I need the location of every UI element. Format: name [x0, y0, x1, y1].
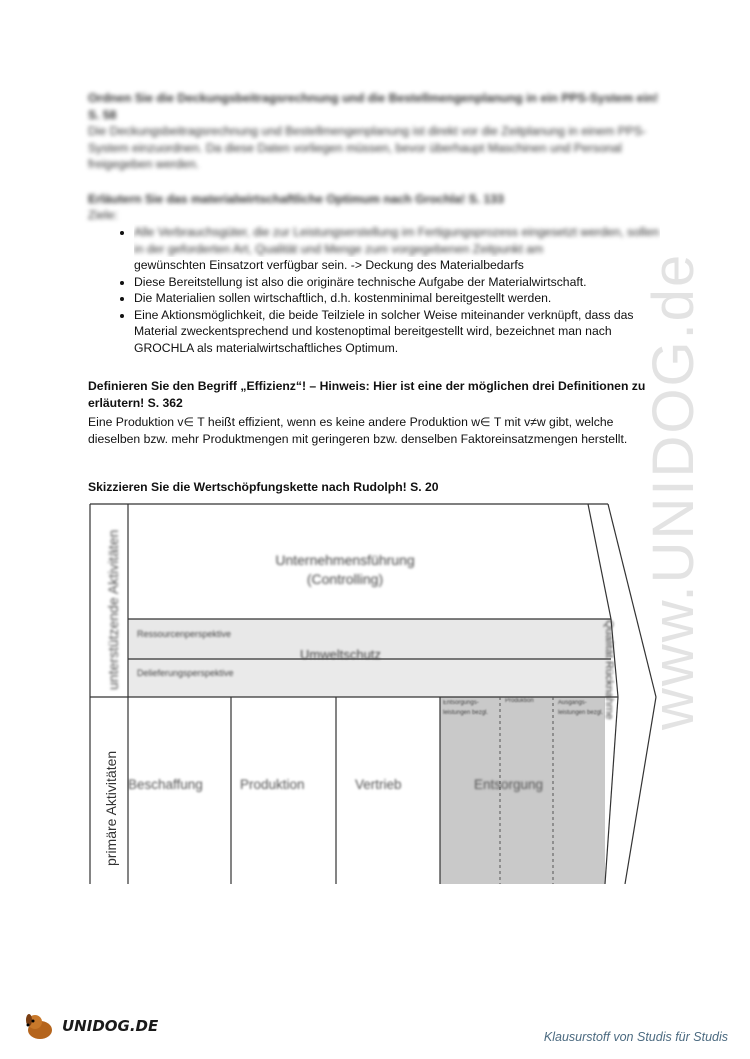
q1-title: Ordnen Sie die Deckungsbeitragsrechnung und die Bestellmengenplanung in ein PPS-System ein! S. 58	[88, 91, 659, 122]
q2-label: Ziele:	[88, 208, 118, 222]
delivery-band	[128, 659, 611, 697]
q3-title: Definieren Sie den Begriff „Effizienz“! – Hinweis: Hier ist eine der möglichen drei Definitionen zu erläutern! S. 362	[88, 379, 646, 410]
primary-activities-label: primäre Aktivitäten	[103, 750, 119, 866]
delivery-label: Delieferungsperspektive	[137, 668, 234, 678]
primary-vertrieb: Vertrieb	[355, 777, 402, 792]
support-activities-label: unterstützende Aktivitäten	[105, 529, 121, 690]
primary-produktion: Produktion	[240, 777, 305, 792]
dog-icon	[22, 1010, 58, 1042]
q1-answer: Die Deckungsbeitragsrechnung und Bestellmengenplanung ist direkt vor die Zeitplanung in einem PPS-System einzuordnen. Da diese Daten vorliegen müssen, bevor überhaupt Maschinen und Personal freigegeben werden.	[88, 124, 647, 171]
resources-label: Ressourcenperspektive	[137, 629, 232, 639]
logo-text: UNIDOG.DE	[62, 1017, 159, 1035]
q4-title: Skizzieren Sie die Wertschöpfungskette nach Rudolph! S. 20	[88, 480, 439, 494]
footer-logo[interactable]	[22, 1010, 158, 1042]
q2-bullet-3: • Die Materialien sollen wirtschaftlich, d.h. kostenminimal bereitgestellt werden.	[134, 290, 660, 307]
q2-bullet-1-visible: gewünschten Einsatzort verfügbar sein. -> Deckung des Materialbedarfs	[134, 258, 524, 272]
disposal-sub-1: Entsorgungs-leistungen bezgl.	[443, 700, 489, 716]
environment-label: Umweltschutz	[300, 647, 381, 662]
primary-entsorgung: Entsorgung	[474, 777, 544, 792]
q2-bullet-4: • Eine Aktionsmöglichkeit, die beide Teilziele in solcher Weise miteinander verknüpft, dass das Material zweckentsprechend und kostenoptimal bereitgestellt wird, bezeichnet man nach GROCHLA als materialwirtschaftliches Optimum.	[134, 307, 660, 357]
q2-bullets	[88, 224, 660, 356]
management-label: Unternehmensführung	[275, 552, 415, 568]
watermark: www.UNIDOG.de	[641, 252, 706, 730]
q3-answer: Eine Produktion v∈ T heißt effizient, wenn es keine andere Produktion w∈ T mit v≠w gibt, welche dieselben bzw. mehr Produktmengen mit geringeren bzw. denselben Faktoreinsatzmengen herstellt.	[88, 415, 628, 446]
q2-bullet-1	[134, 224, 660, 274]
management-sub-label: (Controlling)	[306, 571, 384, 587]
disposal-sub-2: Produktion	[505, 698, 534, 704]
q2-bullet-1-blurred: Alle Verbrauchsgüter, die zur Leistungserstellung im Fertigungsprozess eingesetzt werden, sollen in der geforderten Art, Qualität und Menge zum vorgegebenen Zeitpunkt am	[134, 225, 660, 256]
disposal-sub-3: Ausgangs-leistungen bezgl.	[558, 700, 604, 716]
primary-beschaffung: Beschaffung	[128, 777, 203, 792]
arrow-label: Qualität Rücknahme	[603, 620, 615, 720]
footer-tagline: Klausurstoff von Studis für Studis	[543, 1030, 728, 1044]
q2-title: Erläutern Sie das materialwirtschaftliche Optimum nach Grochla! S. 133	[88, 192, 504, 206]
q2-bullet-2: • Diese Bereitstellung ist also die originäre technische Aufgabe der Materialwirtschaft.	[134, 274, 660, 291]
